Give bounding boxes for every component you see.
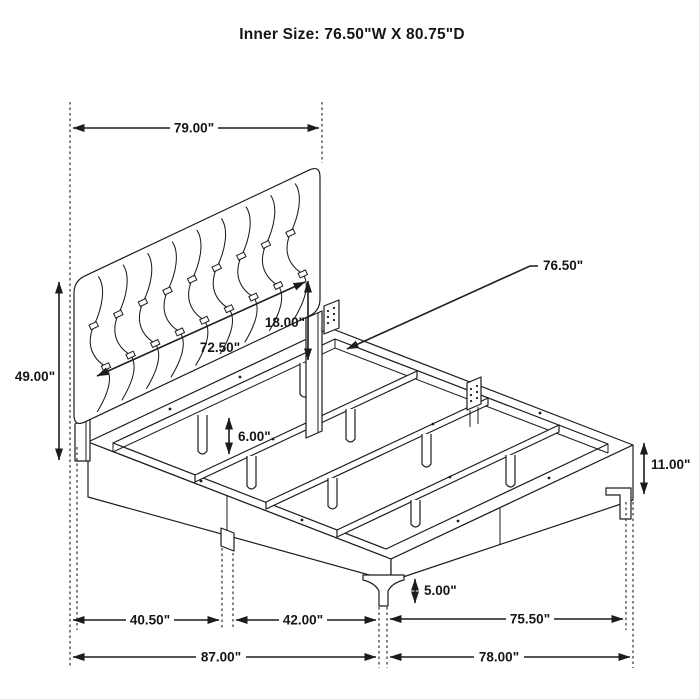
support-leg	[411, 500, 420, 527]
dim-inner-width-leader	[347, 258, 583, 349]
support-leg	[198, 415, 207, 454]
dim-label-42: 42.00"	[282, 612, 324, 628]
dim-label-79: 79.00"	[173, 120, 215, 136]
dim-overall-depth	[390, 650, 630, 665]
dim-headboard-width-top	[73, 121, 319, 136]
support-leg	[328, 478, 337, 509]
dim-label-76: 76.50"	[543, 258, 584, 273]
front-metal-leg	[363, 575, 404, 606]
dim-label-18: 18.00"	[264, 315, 305, 330]
support-leg	[346, 409, 355, 442]
support-leg	[422, 434, 431, 467]
dim-left-section-span	[73, 613, 219, 628]
dim-label-78: 78.00"	[478, 649, 520, 665]
support-leg	[247, 456, 256, 489]
dim-center-section-span	[236, 613, 376, 628]
headboard-mounting-bracket	[324, 300, 339, 334]
dim-label-87: 87.00"	[200, 649, 242, 665]
dim-overall-width	[73, 650, 376, 665]
dim-right-section-span	[390, 612, 623, 627]
dim-label-40: 40.50"	[129, 612, 171, 628]
support-leg	[506, 455, 515, 487]
dim-label-11: 11.00"	[651, 457, 691, 472]
dim-side-rail-height	[644, 443, 690, 494]
dim-label-49: 49.00"	[14, 369, 56, 384]
dim-label-6: 6.00"	[238, 429, 271, 444]
diagram-title: Inner Size: 76.50"W X 80.75"D	[239, 26, 465, 43]
dim-label-72: 72.50"	[199, 340, 241, 355]
dim-label-5: 5.00"	[424, 583, 457, 598]
dim-label-75: 75.50"	[509, 611, 551, 627]
dim-headboard-height	[15, 282, 59, 460]
dim-front-foot-height	[415, 579, 457, 603]
